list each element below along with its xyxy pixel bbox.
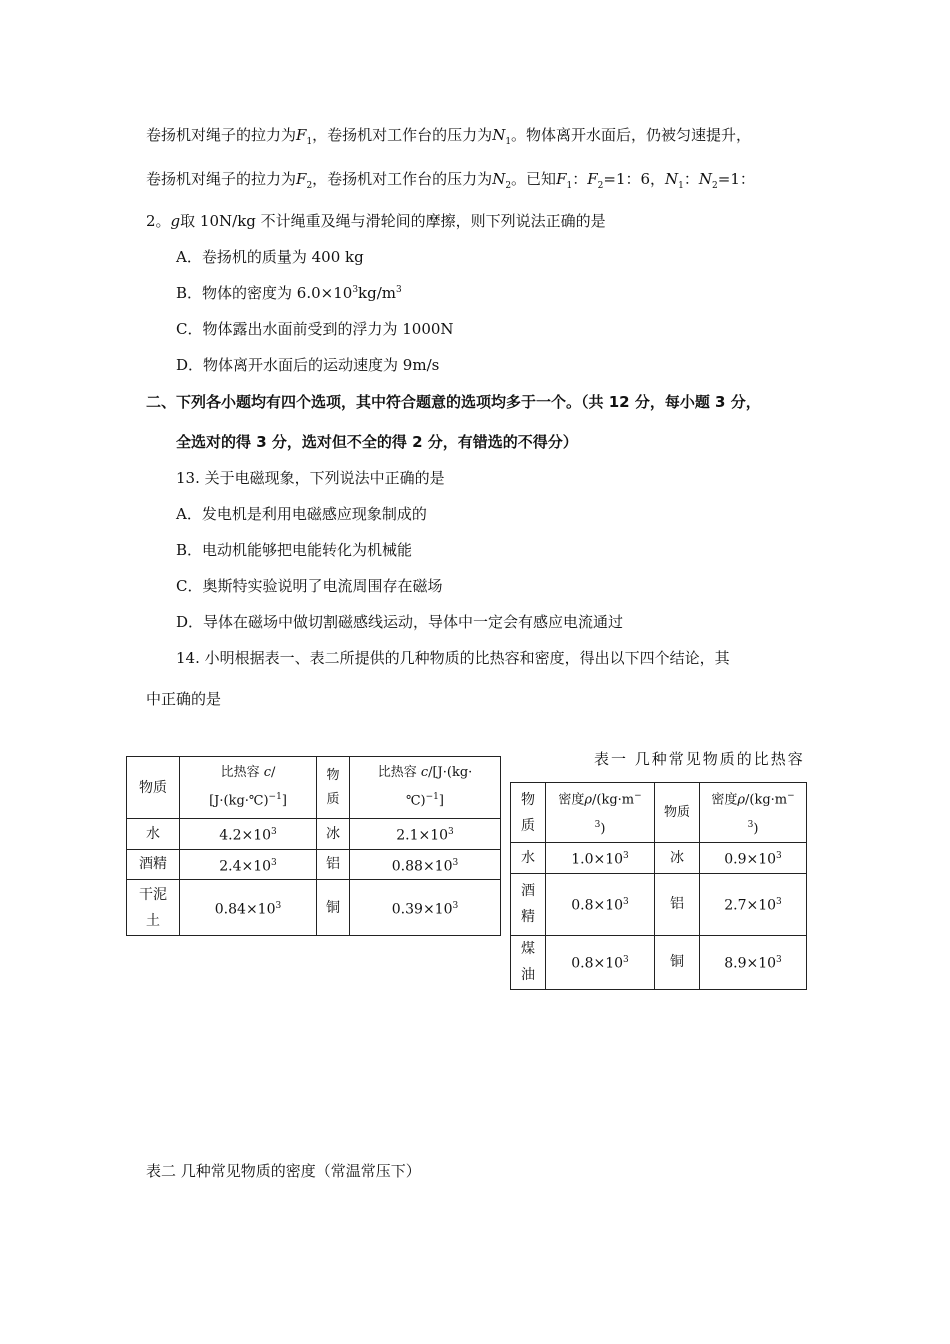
subscript: 1 <box>678 181 684 191</box>
subscript: 2 <box>505 181 512 191</box>
table-header-row <box>127 757 501 819</box>
text: 0.39×10 <box>391 901 453 918</box>
table-cell <box>700 935 807 989</box>
superscript: 3 <box>452 857 459 868</box>
table-cell <box>700 873 807 935</box>
q14-stem: 14. 小明根据表一、表二所提供的几种物质的比热容和密度，得出以下四个结论，其 <box>176 649 730 667</box>
table1-specific-heat <box>126 756 501 936</box>
text: 0.88×10 <box>391 858 453 875</box>
subscript: 1 <box>566 181 573 191</box>
text: / <box>271 765 276 781</box>
header-cell <box>317 757 350 819</box>
text: 4.2×10 <box>219 827 272 844</box>
text: ) <box>753 820 759 836</box>
q12-option-b <box>176 282 402 303</box>
var-c: c <box>263 765 272 781</box>
section-2-heading: 二、下列各小题均有四个选项，其中符合题意的选项均多于一个。（共 12 分，每小题 3 分， <box>146 393 761 411</box>
text: ] <box>438 793 444 809</box>
text: =1：6， <box>603 170 666 188</box>
table-row <box>127 880 501 936</box>
var-F: F <box>587 170 598 188</box>
table-row <box>511 843 807 874</box>
table-cell <box>546 873 655 935</box>
var-N: N <box>698 170 713 188</box>
superscript: 3 <box>776 955 782 966</box>
text: 密度 <box>711 792 738 808</box>
text: 干泥 <box>139 886 167 903</box>
table2-density <box>510 782 807 990</box>
q14-stem-cont: 中正确的是 <box>146 690 222 708</box>
header-cell <box>546 783 655 843</box>
var-F: F <box>296 170 307 188</box>
var-g: g <box>170 212 181 230</box>
table-cell <box>350 849 501 880</box>
superscript: 3 <box>776 851 782 861</box>
table-cell <box>127 880 180 936</box>
superscript: 3 <box>623 955 629 966</box>
table-row <box>127 819 501 850</box>
text: ： <box>572 170 588 188</box>
var-rho: ρ <box>584 792 592 808</box>
superscript: −1 <box>268 792 282 803</box>
text: 0.8×10 <box>571 897 624 914</box>
q13-option-a: A．发电机是利用电磁感应现象制成的 <box>176 505 427 523</box>
table1-caption: 表一 几种常见物质的比热容 <box>594 750 805 768</box>
text: 取 10N/kg 不计绳重及绳与滑轮间的摩擦，则下列说法正确的是 <box>180 212 606 230</box>
var-F: F <box>556 170 567 188</box>
superscript: 3 <box>396 285 402 295</box>
table-cell: 冰 <box>655 843 700 874</box>
var-N: N <box>665 170 679 188</box>
text: 精 <box>521 909 535 926</box>
var-N: N <box>492 126 506 144</box>
table-cell <box>511 873 546 935</box>
table-cell: 铜 <box>655 935 700 989</box>
subscript: 2 <box>597 181 604 191</box>
text: 比热容 <box>220 765 264 781</box>
text: /(kg·m <box>745 792 788 808</box>
text: 物质 <box>663 804 690 820</box>
superscript: 3 <box>594 819 601 830</box>
superscript: 3 <box>275 900 282 911</box>
superscript: 3 <box>452 900 459 911</box>
table-cell: 铝 <box>655 873 700 935</box>
superscript: 3 <box>747 819 754 830</box>
text: 土 <box>146 912 160 929</box>
table-cell <box>180 849 317 880</box>
table-cell: 水 <box>511 843 546 874</box>
text: 0.84×10 <box>214 901 276 918</box>
text: 物 <box>326 767 340 783</box>
q12-option-c: C．物体露出水面前受到的浮力为 1000N <box>176 320 454 338</box>
text: ℃) <box>406 793 426 809</box>
superscript: − <box>634 791 642 802</box>
table-row <box>511 873 807 935</box>
text: 0.9×10 <box>724 851 777 868</box>
q13-stem: 13. 关于电磁现象，下列说法中正确的是 <box>176 469 445 487</box>
text: 卷扬机对绳子的拉力为 <box>146 126 297 144</box>
header-cell <box>700 783 807 843</box>
text: B．物体的密度为 6.0×10 <box>176 284 353 302</box>
table-cell <box>350 819 501 850</box>
text: 0.8×10 <box>571 955 624 972</box>
text: ，卷扬机对工作台的压力为 <box>312 170 493 188</box>
text: 煤 <box>521 941 535 958</box>
var-N: N <box>492 170 506 188</box>
table-cell <box>511 935 546 989</box>
paragraph-line-1 <box>146 124 751 147</box>
text: 质 <box>326 791 340 807</box>
text: 1.0×10 <box>571 851 624 868</box>
paragraph-line-3 <box>146 210 606 231</box>
superscript: 3 <box>623 897 629 908</box>
subscript: 1 <box>505 137 512 147</box>
superscript: 3 <box>271 857 277 868</box>
table-cell <box>546 935 655 989</box>
text: 2。 <box>146 212 171 230</box>
header-cell <box>350 757 501 819</box>
var-rho: ρ <box>737 792 745 808</box>
table-cell <box>700 843 807 874</box>
text: 物质 <box>139 779 167 796</box>
text: 比热容 <box>377 765 421 781</box>
text: 2.4×10 <box>219 858 272 875</box>
header-cell <box>180 757 317 819</box>
superscript: 3 <box>776 897 782 908</box>
superscript: 3 <box>352 285 359 295</box>
superscript: 3 <box>623 851 629 861</box>
text: 油 <box>521 967 535 984</box>
superscript: 3 <box>271 827 277 837</box>
text: 质 <box>521 817 535 834</box>
table-row <box>127 849 501 880</box>
table-row <box>511 935 807 989</box>
text: 密度 <box>558 792 585 808</box>
table2-caption: 表二 几种常见物质的密度（常温常压下） <box>146 1162 421 1180</box>
section-2-heading-cont: 全选对的得 3 分，选对但不全的得 2 分，有错选的不得分） <box>176 433 578 451</box>
subscript: 2 <box>712 181 718 191</box>
table-header-row <box>511 783 807 843</box>
table-cell: 冰 <box>317 819 350 850</box>
text: 2.7×10 <box>724 897 777 914</box>
q13-option-b: B．电动机能够把电能转化为机械能 <box>176 541 413 559</box>
text: /[J·(kg· <box>428 765 473 781</box>
text: kg/m <box>358 284 397 302</box>
text: 物 <box>521 791 535 808</box>
text: ) <box>600 820 606 836</box>
paragraph-line-2 <box>146 168 755 191</box>
table-cell <box>180 819 317 850</box>
table-cell: 铜 <box>317 880 350 936</box>
text: 8.9×10 <box>724 955 777 972</box>
table-cell: 水 <box>127 819 180 850</box>
q13-option-d: D．导体在磁场中做切割磁感线运动，导体中一定会有感应电流通过 <box>176 613 624 631</box>
text: [J·(kg·℃) <box>209 793 269 809</box>
text: 酒 <box>521 883 535 900</box>
superscript: 3 <box>448 827 454 837</box>
table-cell: 铝 <box>317 849 350 880</box>
table-cell <box>546 843 655 874</box>
header-cell <box>655 783 700 843</box>
q12-option-a: A．卷扬机的质量为 400 kg <box>176 248 364 266</box>
text: 2.1×10 <box>396 827 449 844</box>
text: 。已知 <box>511 170 557 188</box>
superscript: −1 <box>425 792 439 803</box>
table-cell <box>180 880 317 936</box>
table-cell <box>350 880 501 936</box>
header-cell <box>511 783 546 843</box>
subscript: 1 <box>306 137 313 147</box>
var-c: c <box>420 765 429 781</box>
var-F: F <box>296 126 307 144</box>
text: /(kg·m <box>592 792 635 808</box>
header-cell <box>127 757 180 819</box>
q13-option-c: C．奥斯特实验说明了电流周围存在磁场 <box>176 577 443 595</box>
text: 。物体离开水面后，仍被匀速提升， <box>511 126 752 144</box>
q12-option-d: D．物体离开水面后的运动速度为 9m/s <box>176 356 440 374</box>
text: ，卷扬机对工作台的压力为 <box>312 126 493 144</box>
table-cell: 酒精 <box>127 849 180 880</box>
text: =1： <box>717 170 755 188</box>
subscript: 2 <box>306 181 313 191</box>
text: ] <box>281 793 287 809</box>
superscript: − <box>787 791 795 802</box>
text: 卷扬机对绳子的拉力为 <box>146 170 297 188</box>
text: ： <box>683 170 699 188</box>
